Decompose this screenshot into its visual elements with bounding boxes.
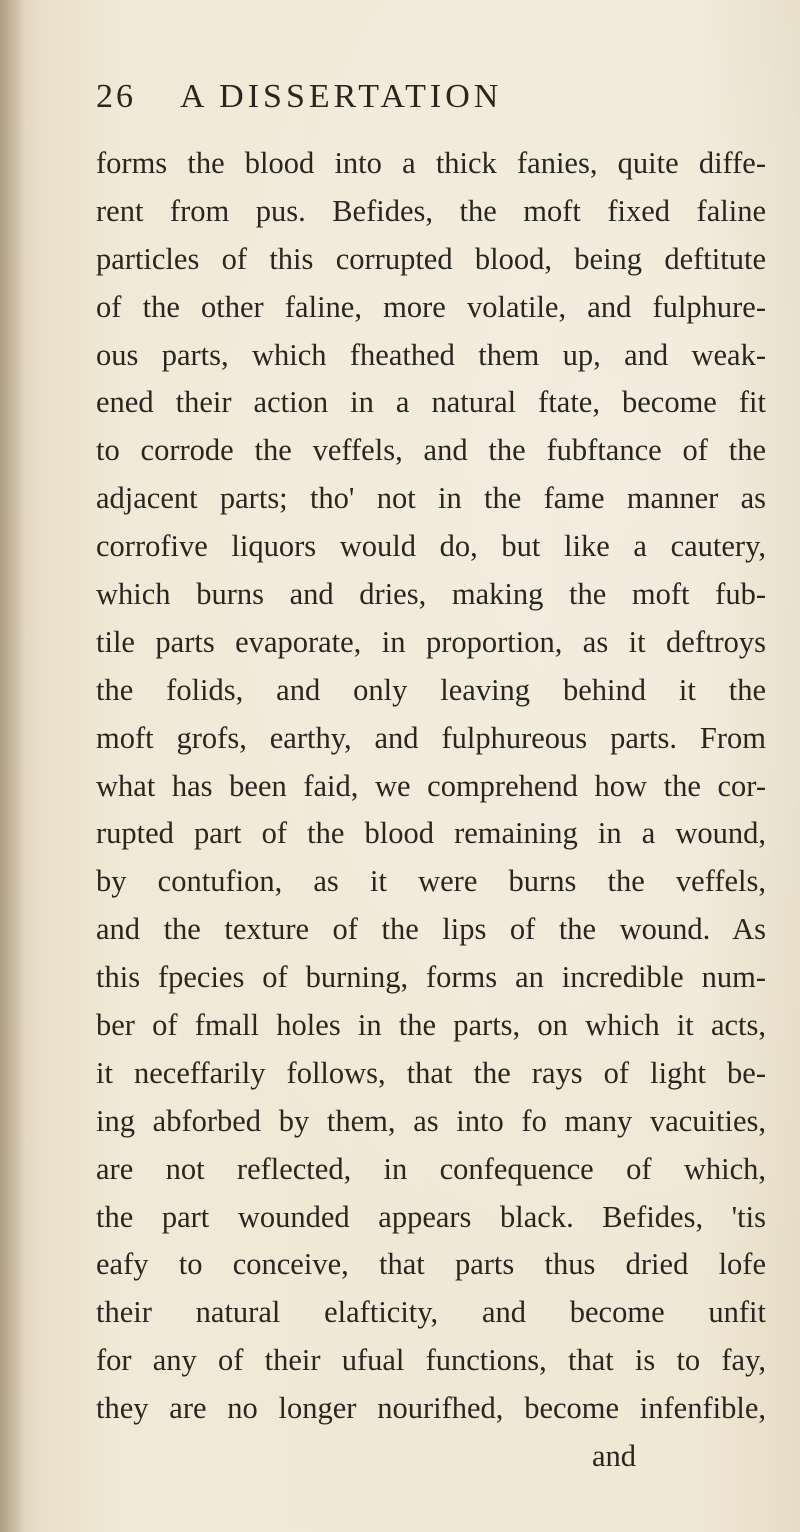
- text-line: eafy to conceive, that parts thus dried lofe: [96, 1247, 766, 1282]
- text-line: ber of fmall holes in the parts, on which it acts,: [96, 1008, 766, 1043]
- page-number: 26: [96, 78, 136, 115]
- text-line: they are no longer nourifhed, become infenfible,: [96, 1391, 766, 1426]
- text-line: for any of their ufual functions, that is to fay,: [96, 1343, 766, 1378]
- text-line: the folids, and only leaving behind it the: [96, 672, 766, 707]
- running-title: A DISSERTATION: [180, 78, 503, 115]
- text-line: corrofive liquors would do, but like a cautery,: [96, 529, 766, 564]
- text-line: and the texture of the lips of the wound. As: [96, 912, 766, 947]
- text-line: ous parts, which fheathed them up, and weak-: [96, 337, 766, 372]
- text-line: are not reflected, in confequence of which,: [96, 1151, 766, 1186]
- text-line: what has been faid, we comprehend how the cor-: [96, 768, 766, 803]
- text-line: rent from pus. Befides, the moft fixed faline: [96, 193, 766, 228]
- text-line: moft grofs, earthy, and fulphureous parts. From: [96, 720, 766, 755]
- body-text: [96, 140, 766, 1481]
- text-line: of the other faline, more volatile, and fulphure-: [96, 289, 766, 324]
- text-line: particles of this corrupted blood, being deftitute: [96, 241, 766, 276]
- text-line: their natural elafticity, and become unfit: [96, 1295, 766, 1330]
- text-line: to corrode the veffels, and the fubftance of the: [96, 433, 766, 468]
- text-line: which burns and dries, making the moft fub-: [96, 577, 766, 612]
- text-line: tile parts evaporate, in proportion, as it deftroys: [96, 624, 766, 659]
- text-line: forms the blood into a thick fanies, quite diffe-: [96, 146, 766, 180]
- text-line: this fpecies of burning, forms an incredible num-: [96, 960, 766, 995]
- text-line: the part wounded appears black. Befides, 'tis: [96, 1199, 766, 1234]
- text-line: ing abforbed by them, as into fo many vacuities,: [96, 1103, 766, 1138]
- binding-shadow: [0, 0, 26, 1532]
- catchword: and: [591, 1439, 636, 1474]
- page-header: [96, 78, 736, 130]
- text-line: it neceffarily follows, that the rays of light be-: [96, 1055, 766, 1090]
- text-line: by contufion, as it were burns the veffels,: [96, 864, 766, 899]
- text-line: ened their action in a natural ftate, become fit: [96, 385, 766, 420]
- text-line: rupted part of the blood remaining in a wound,: [96, 816, 766, 851]
- text-line: adjacent parts; tho' not in the fame manner as: [96, 481, 766, 516]
